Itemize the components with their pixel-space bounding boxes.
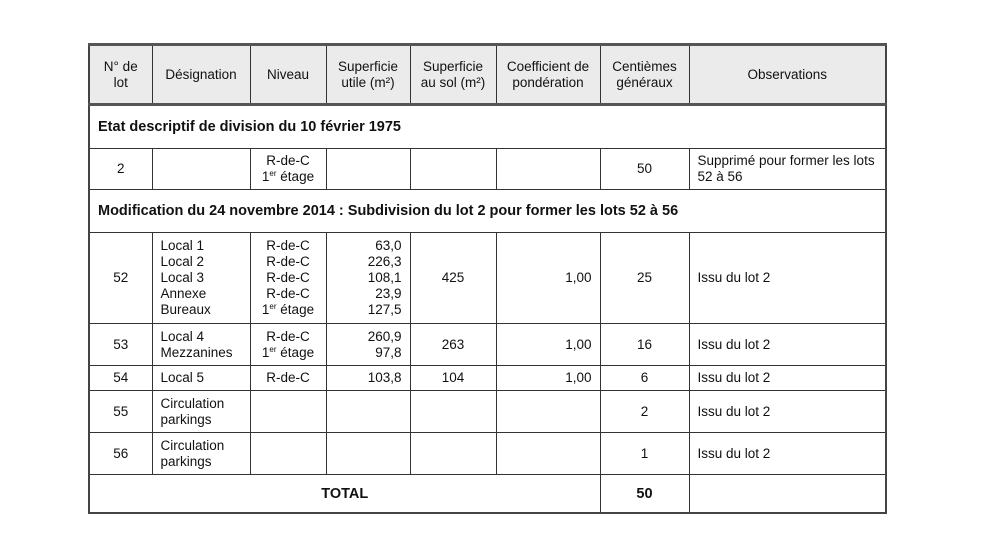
section-heading-1 [89, 105, 886, 149]
niveau-cell [250, 433, 326, 475]
lot-number: 2 [89, 149, 152, 190]
total-observations-cell [689, 475, 886, 514]
centiemes-cell: 25 [600, 233, 689, 324]
designation-cell: Local 4 Mezzanines [152, 324, 250, 366]
observations-cell: Issu du lot 2 [689, 433, 886, 475]
designation-cell: Circulation parkings [152, 391, 250, 433]
total-label: TOTAL [89, 475, 600, 514]
superficie-sol-cell [410, 433, 496, 475]
header-coefficient: Coefficient de pondération [496, 45, 600, 105]
lot-number: 52 [89, 233, 152, 324]
section-heading-2 [89, 190, 886, 233]
centiemes-cell: 1 [600, 433, 689, 475]
table-row-lot-54 [89, 366, 886, 391]
niveau-etage: 1er étage [261, 169, 315, 184]
niveau-etage: 1er étage [261, 344, 315, 360]
lots-table [88, 43, 887, 514]
total-row [89, 475, 886, 514]
niveau-etage: 1er étage [261, 302, 315, 317]
centiemes-cell: 2 [600, 391, 689, 433]
lot-number: 55 [89, 391, 152, 433]
designation-cell: Local 1 Local 2 Local 3 Annexe Bureaux [152, 233, 250, 324]
centiemes-cell: 16 [600, 324, 689, 366]
superficie-sol-cell: 425 [410, 233, 496, 324]
header-observations: Observations [689, 45, 886, 105]
observations-cell: Issu du lot 2 [689, 233, 886, 324]
niveau-cell: R-de-C 1er étage [250, 324, 326, 366]
section-title: Modification du 24 novembre 2014 : Subdivision du lot 2 pour former les lots 52 à 56 [89, 190, 886, 233]
header-superficie-utile: Superficie utile (m²) [326, 45, 410, 105]
niveau-cell [250, 391, 326, 433]
header-designation: Désignation [152, 45, 250, 105]
lot-number: 54 [89, 366, 152, 391]
total-centiemes: 50 [600, 475, 689, 514]
superficie-sol-cell: 263 [410, 324, 496, 366]
superficie-sol-cell [410, 149, 496, 190]
superficie-sol-cell: 104 [410, 366, 496, 391]
table-row-lot-52 [89, 233, 886, 324]
niveau-cell: R-de-C [250, 366, 326, 391]
designation-cell: Local 5 [152, 366, 250, 391]
designation-cell: Circulation parkings [152, 433, 250, 475]
coefficient-cell [496, 391, 600, 433]
coefficient-cell: 1,00 [496, 233, 600, 324]
coefficient-cell: 1,00 [496, 366, 600, 391]
observations-cell: Issu du lot 2 [689, 391, 886, 433]
table-row-lot-2 [89, 149, 886, 190]
designation-cell [152, 149, 250, 190]
centiemes-cell: 6 [600, 366, 689, 391]
observations-cell: Supprimé pour former les lots 52 à 56 [689, 149, 886, 190]
superficie-utile-cell: 103,8 [326, 366, 410, 391]
coefficient-cell [496, 149, 600, 190]
coefficient-cell [496, 433, 600, 475]
header-lot: N° de lot [89, 45, 152, 105]
table-row-lot-56 [89, 433, 886, 475]
superficie-utile-cell: 63,0 226,3 108,1 23,9 127,5 [326, 233, 410, 324]
niveau-cell: R-de-C R-de-C R-de-C R-de-C 1er étage [250, 233, 326, 324]
superficie-utile-cell: 260,9 97,8 [326, 324, 410, 366]
niveau-cell: R-de-C 1er étage [250, 149, 326, 190]
lot-number: 53 [89, 324, 152, 366]
coefficient-cell: 1,00 [496, 324, 600, 366]
superficie-utile-cell [326, 149, 410, 190]
superficie-utile-cell [326, 391, 410, 433]
header-centiemes: Centièmes généraux [600, 45, 689, 105]
table-row-lot-55 [89, 391, 886, 433]
table-row-lot-53 [89, 324, 886, 366]
superficie-sol-cell [410, 391, 496, 433]
centiemes-cell: 50 [600, 149, 689, 190]
header-niveau: Niveau [250, 45, 326, 105]
section-title: Etat descriptif de division du 10 février 1975 [89, 105, 886, 149]
observations-cell: Issu du lot 2 [689, 366, 886, 391]
header-superficie-sol: Superficie au sol (m²) [410, 45, 496, 105]
observations-cell: Issu du lot 2 [689, 324, 886, 366]
lot-number: 56 [89, 433, 152, 475]
superficie-utile-cell [326, 433, 410, 475]
header-row [89, 45, 886, 105]
